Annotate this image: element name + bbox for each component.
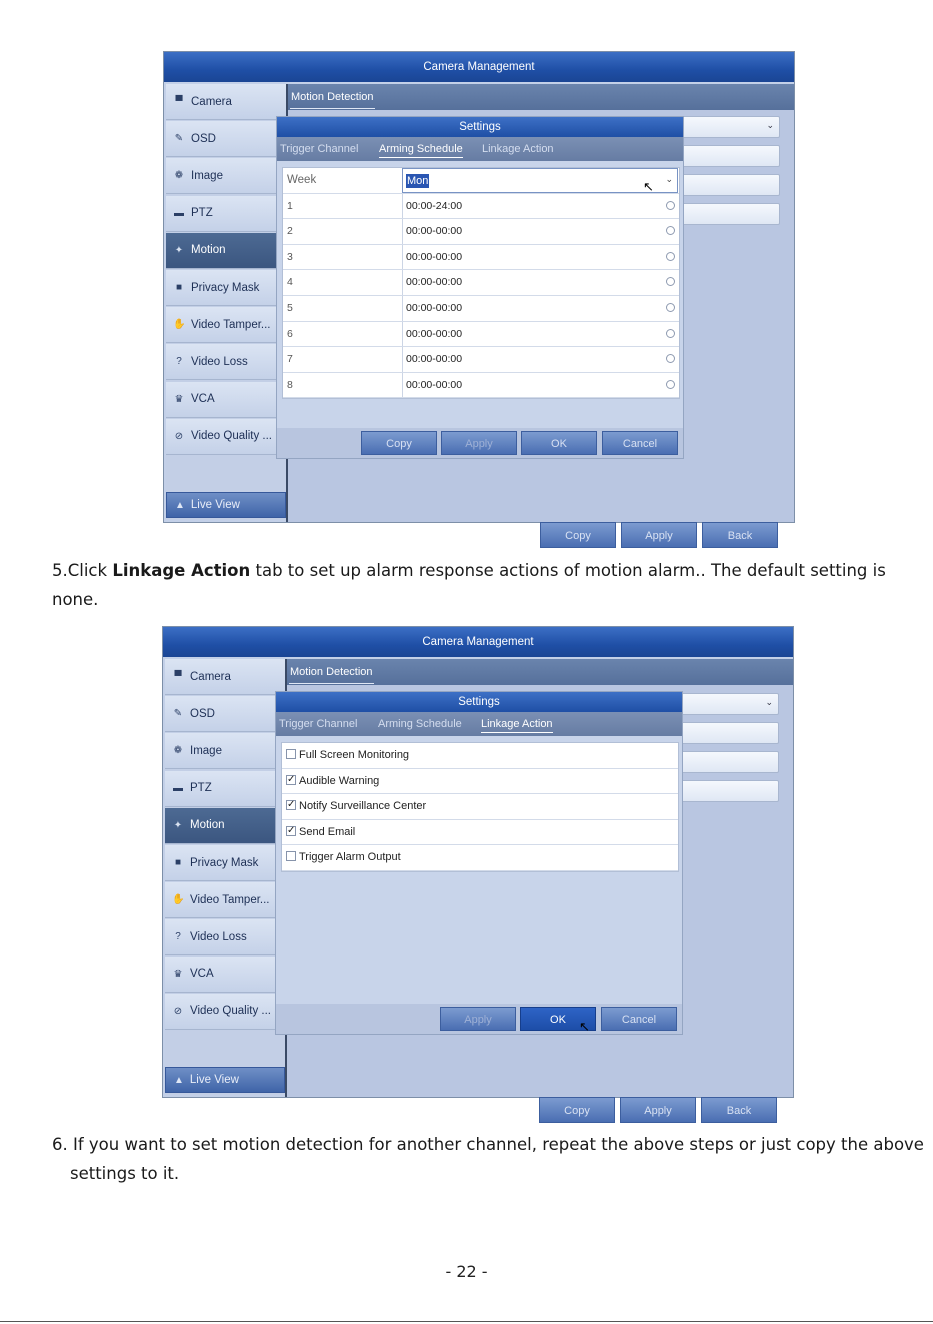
sidebar-item-label: Video Quality ...	[191, 430, 272, 443]
sidebar-item-motion[interactable]	[166, 233, 286, 269]
week-select[interactable]	[402, 168, 678, 193]
copy-button[interactable]: Copy	[539, 1097, 615, 1123]
settings-dialog	[276, 116, 684, 459]
page-number: - 22 -	[445, 1262, 488, 1281]
channel-select[interactable]	[682, 116, 780, 138]
clock-icon[interactable]	[666, 252, 675, 261]
schedule-time[interactable]: 00:00-00:00	[402, 296, 678, 321]
schedule-time[interactable]: 00:00-00:00	[402, 219, 678, 244]
linkage-options-list	[281, 742, 679, 872]
sidebar-item-osd[interactable]	[165, 696, 285, 732]
video-quality-icon: ⊘	[174, 430, 184, 442]
live-view-button[interactable]	[165, 1067, 285, 1093]
schedule-time[interactable]: 00:00-00:00	[402, 270, 678, 295]
tab-trigger-channel[interactable]: Trigger Channel	[279, 718, 358, 730]
sidebar-item-video-loss[interactable]	[165, 919, 285, 955]
apply-button[interactable]: Apply	[621, 522, 697, 548]
schedule-row	[283, 270, 679, 296]
schedule-row	[283, 373, 679, 399]
main-tabbar	[287, 659, 793, 685]
step-6-line-2: settings to it.	[70, 1164, 180, 1183]
home-icon: ▲	[175, 499, 185, 511]
copy-button[interactable]: Copy	[540, 522, 616, 548]
sidebar-item-label: OSD	[191, 132, 216, 145]
week-row	[283, 168, 679, 194]
schedule-table	[282, 167, 680, 399]
checkbox-unchecked[interactable]	[286, 851, 296, 861]
sidebar-item-video-loss[interactable]	[166, 344, 286, 380]
sidebar-item-camera[interactable]	[166, 84, 286, 120]
step-5-prefix: 5.Click	[52, 561, 113, 580]
home-icon: ▲	[174, 1074, 184, 1086]
checkbox-unchecked[interactable]	[286, 749, 296, 759]
sidebar-item-label: Camera	[191, 95, 232, 108]
sidebar	[166, 84, 286, 520]
image-icon: ❁	[173, 745, 183, 757]
video-tamper-icon: ✋	[172, 894, 185, 906]
tab-arming-schedule[interactable]: Arming Schedule	[379, 141, 463, 158]
sidebar-item-image[interactable]	[166, 158, 286, 194]
schedule-time[interactable]: 00:00-00:00	[402, 322, 678, 347]
sidebar-item-label: Video Tamper...	[191, 318, 271, 331]
main-tabbar	[288, 84, 794, 110]
linkage-option	[282, 769, 678, 795]
linkage-option-label: Full Screen Monitoring	[299, 749, 410, 761]
sidebar-item-motion[interactable]	[165, 808, 285, 844]
linkage-option	[282, 794, 678, 820]
sidebar-item-label: Video Tamper...	[190, 893, 270, 906]
dialog-title: Settings	[276, 692, 682, 712]
sidebar-item-label: Privacy Mask	[191, 281, 260, 294]
tab-linkage-action[interactable]: Linkage Action	[481, 716, 553, 733]
sidebar-item-label: PTZ	[191, 207, 213, 220]
sidebar-item-video-quality[interactable]	[165, 994, 285, 1030]
tab-trigger-channel[interactable]: Trigger Channel	[280, 143, 359, 155]
week-value: Mon	[407, 175, 429, 187]
sidebar-item-label: PTZ	[190, 782, 212, 795]
sidebar-item-label: VCA	[191, 393, 215, 406]
vca-icon: ♛	[173, 968, 183, 980]
dialog-cancel-button[interactable]: Cancel	[601, 1007, 677, 1031]
apply-button[interactable]: Apply	[620, 1097, 696, 1123]
dialog-ok-button[interactable]: OK	[520, 1007, 596, 1031]
schedule-index: 2	[287, 225, 293, 238]
linkage-option	[282, 820, 678, 846]
main-field-3[interactable]	[681, 751, 779, 773]
dialog-apply-button[interactable]: Apply	[441, 431, 517, 455]
step-5-bold: Linkage Action	[112, 561, 251, 580]
window-title: Camera Management	[163, 627, 793, 657]
clock-icon[interactable]	[666, 380, 675, 389]
clock-icon[interactable]	[666, 303, 675, 312]
back-button[interactable]: Back	[702, 522, 778, 548]
sidebar-item-label: OSD	[190, 707, 215, 720]
video-tamper-icon: ✋	[173, 319, 186, 331]
sidebar-item-label: Image	[191, 169, 223, 182]
dialog-ok-button[interactable]: OK	[521, 431, 597, 455]
linkage-option	[282, 845, 678, 871]
checkbox-checked[interactable]: ✓	[287, 824, 296, 836]
schedule-row	[283, 219, 679, 245]
sidebar-item-privacy-mask[interactable]	[166, 270, 286, 306]
sidebar-item-video-tamper[interactable]	[165, 882, 285, 918]
screenshot-linkage-action	[162, 626, 794, 1117]
tab-arming-schedule[interactable]: Arming Schedule	[378, 718, 462, 730]
schedule-time[interactable]: 00:00-00:00	[402, 347, 678, 372]
sensitivity-slider[interactable]	[682, 203, 780, 225]
linkage-option-label: Audible Warning	[299, 774, 380, 787]
settings-dialog	[275, 691, 683, 1035]
sidebar-item-image[interactable]	[165, 733, 285, 769]
sidebar-item-label: Privacy Mask	[190, 856, 259, 869]
dialog-copy-button[interactable]: Copy	[361, 431, 437, 455]
camera-icon: ▀	[174, 671, 182, 682]
dialog-tabs	[276, 712, 682, 736]
sidebar-item-camera[interactable]	[165, 659, 285, 695]
dialog-footer	[276, 1004, 682, 1034]
linkage-option-label: Trigger Alarm Output	[299, 851, 401, 864]
camera-icon: ▀	[175, 96, 183, 107]
sensitivity-slider[interactable]	[681, 780, 779, 802]
schedule-index: 1	[287, 199, 293, 212]
live-view-label: Live View	[190, 499, 240, 511]
chevron-down-icon: ⌄	[765, 697, 773, 707]
tab-motion-detection[interactable]: Motion Detection	[290, 88, 375, 109]
osd-icon: ✎	[173, 708, 183, 720]
linkage-option-label: Notify Surveillance Center	[299, 800, 427, 813]
sidebar-item-video-quality[interactable]	[166, 419, 286, 455]
chevron-down-icon: ⌄	[665, 174, 673, 184]
step-5-suffix: tab to set up alarm response actions of motion alarm.. The default setting is none.	[52, 561, 886, 609]
ptz-icon: ▬	[174, 207, 184, 219]
privacy-mask-icon: ■	[174, 857, 182, 868]
week-label: Week	[287, 174, 317, 186]
schedule-index: 8	[287, 378, 293, 391]
back-button[interactable]: Back	[701, 1097, 777, 1123]
video-loss-icon: ?	[175, 931, 181, 943]
step-5-text	[52, 556, 933, 614]
schedule-row	[283, 322, 679, 348]
dialog-title: Settings	[277, 117, 683, 137]
bottom-rule	[0, 1321, 933, 1322]
schedule-time[interactable]: 00:00-00:00	[402, 373, 678, 398]
sidebar-item-osd[interactable]	[166, 121, 286, 157]
schedule-index: 3	[287, 250, 293, 263]
sidebar-item-label: Video Loss	[191, 355, 248, 368]
window-title: Camera Management	[164, 52, 794, 82]
video-quality-icon: ⊘	[173, 1005, 183, 1017]
sidebar-item-vca[interactable]	[165, 957, 285, 993]
video-loss-icon: ?	[176, 356, 182, 368]
checkbox-checked[interactable]: ✓	[287, 773, 296, 785]
mouse-cursor-icon: ↖	[579, 1019, 590, 1034]
mouse-cursor-icon: ↖	[643, 179, 654, 194]
sidebar-item-video-tamper[interactable]	[166, 307, 286, 343]
screenshot-arming-schedule	[163, 51, 795, 542]
sidebar-item-vca[interactable]	[166, 382, 286, 418]
schedule-index: 5	[287, 301, 293, 314]
chevron-down-icon: ⌄	[766, 120, 774, 130]
osd-icon: ✎	[174, 133, 184, 145]
step-6-line-1: 6. If you want to set motion detection for another channel, repeat the above steps or just copy the above	[52, 1135, 924, 1154]
linkage-option-label: Send Email	[299, 825, 356, 838]
schedule-index: 4	[287, 276, 293, 289]
motion-icon: ✦	[173, 819, 183, 831]
schedule-row	[283, 194, 679, 220]
sidebar-item-privacy-mask[interactable]	[165, 845, 285, 881]
sidebar-item-label: Image	[190, 744, 222, 757]
privacy-mask-icon: ■	[175, 282, 183, 293]
schedule-index: 6	[287, 327, 293, 340]
live-view-label: Live View	[189, 1074, 239, 1086]
live-view-button[interactable]	[166, 492, 286, 518]
main-field-3[interactable]	[682, 174, 780, 196]
sidebar-item-label: Video Loss	[190, 930, 247, 943]
image-icon: ❁	[174, 170, 184, 182]
dialog-tabs	[277, 137, 683, 161]
dialog-cancel-button[interactable]: Cancel	[602, 431, 678, 455]
ptz-icon: ▬	[173, 782, 183, 794]
sidebar-item-ptz[interactable]	[166, 196, 286, 232]
tab-linkage-action[interactable]: Linkage Action	[482, 143, 554, 155]
schedule-time[interactable]: 00:00-00:00	[402, 245, 678, 270]
sidebar-item-label: Motion	[191, 244, 226, 257]
schedule-row	[283, 296, 679, 322]
sidebar-item-label: VCA	[190, 968, 214, 981]
checkbox-checked[interactable]: ✓	[287, 799, 296, 811]
main-field-2[interactable]	[681, 722, 779, 744]
schedule-row	[283, 347, 679, 373]
dialog-apply-button[interactable]: Apply	[440, 1007, 516, 1031]
channel-select[interactable]	[681, 693, 779, 715]
schedule-time[interactable]: 00:00-24:00	[402, 194, 678, 219]
dialog-footer	[277, 428, 683, 458]
sidebar-item-label: Camera	[190, 670, 231, 683]
vca-icon: ♛	[174, 393, 184, 405]
main-field-2[interactable]	[682, 145, 780, 167]
sidebar	[165, 659, 285, 1095]
sidebar-item-ptz[interactable]	[165, 771, 285, 807]
sidebar-item-label: Video Quality ...	[190, 1005, 271, 1018]
clock-icon[interactable]	[666, 201, 675, 210]
linkage-option	[282, 743, 678, 769]
motion-icon: ✦	[174, 244, 184, 256]
clock-icon[interactable]	[666, 329, 675, 338]
sidebar-item-label: Motion	[190, 819, 225, 832]
tab-motion-detection[interactable]: Motion Detection	[289, 663, 374, 684]
step-6-text	[52, 1130, 924, 1188]
schedule-index: 7	[287, 353, 293, 366]
schedule-row	[283, 245, 679, 271]
